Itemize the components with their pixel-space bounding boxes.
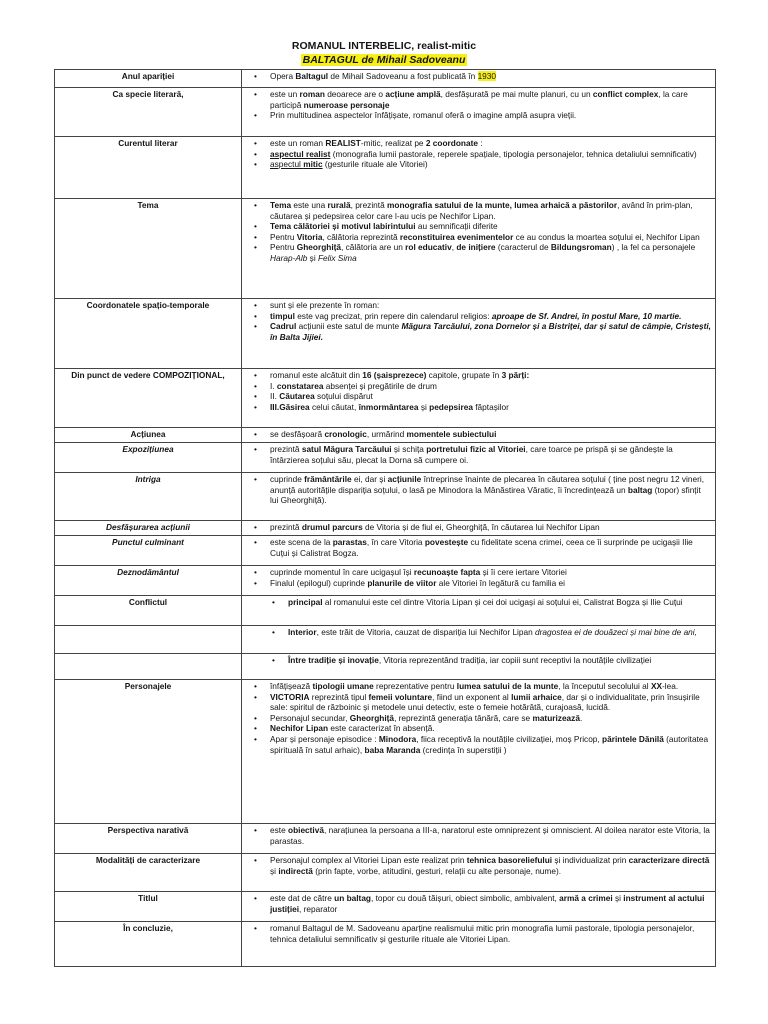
table-row	[55, 299, 716, 369]
row-content	[242, 892, 716, 922]
bullet-list	[246, 597, 711, 608]
bullet-item: • Personajul secundar, Gheorghiță, reprezintă generația tânără, care se maturizează.	[258, 713, 711, 724]
row-content	[242, 854, 716, 892]
row-label: Punctul culminant	[55, 536, 242, 566]
bullet-list	[246, 444, 711, 465]
summary-table-body	[55, 70, 716, 967]
bullet-item: • este un roman REALIST-mitic, realizat pe 2 coordonate :	[258, 138, 711, 149]
row-content	[242, 473, 716, 521]
row-label: Titlul	[55, 892, 242, 922]
bullet-list	[246, 627, 711, 638]
bullet-item: • aspectul realist (monografia lumii pastorale, reperele spațiale, tipologia personajelor, tehnica detaliului semnificativ)	[258, 149, 711, 160]
table-row	[55, 626, 716, 654]
bullet-item: • înfățișează tipologii umane reprezentative pentru lumea satului de la munte, la începutul secolului al XX-lea.	[258, 681, 711, 692]
bullet-list	[246, 300, 711, 342]
bullet-item: • Apar și personaje episodice : Minodora, fiica receptivă la noutățile civilizației, moș Pricop, părintele Dănilă (autoritatea spirituală în satul arhaic), baba Maranda (credința în superstiții )	[258, 734, 711, 755]
document-subtitle-text: BALTAGUL de Mihail Sadoveanu	[302, 54, 466, 66]
bullet-item: • Interior, este trăit de Vitoria, cauzat de dispariția lui Nechifor Lipan dragostea ei de douăzeci și mai bine de ani,	[276, 627, 711, 638]
row-label: Conflictul	[55, 596, 242, 626]
bullet-item: • III.Găsirea celui căutat, înmormântarea și pedepsirea făptașilor	[258, 402, 711, 413]
bullet-list	[246, 200, 711, 264]
row-content	[242, 521, 716, 536]
bullet-item: • prezintă satul Măgura Tarcăului și schița portretului fizic al Vitoriei, care toarce pe prispă și se gândește la întârzierea soțului său, plecat la Dorna să cumpere oi.	[258, 444, 711, 465]
row-label: Intriga	[55, 473, 242, 521]
row-content	[242, 299, 716, 369]
bullet-item: • romanul Baltagul de M. Sadoveanu aparține realismului mitic prin monografia lumii pastorale, tipologia personajelor, tehnica detaliului semnificativ și gesturile rituale ale Vitoriei Lipan.	[258, 923, 711, 944]
row-label: Modalități de caracterizare	[55, 854, 242, 892]
row-content	[242, 654, 716, 680]
table-row	[55, 566, 716, 596]
bullet-list	[246, 655, 711, 666]
bullet-item: • este dat de către un baltag, topor cu două tăișuri, obiect simbolic, ambivalent, armă a crimei și instrument al actului justiției, reparator	[258, 893, 711, 914]
bullet-item: • Nechifor Lipan este caracterizat în absență.	[258, 723, 711, 734]
bullet-item: • romanul este alcătuit din 16 (șaisprezece) capitole, grupate în 3 părți:	[258, 370, 711, 381]
bullet-item: • se desfășoară cronologic, urmărind momentele subiectului	[258, 429, 711, 440]
row-content	[242, 199, 716, 299]
bullet-item: • Pentru Gheorghiță, călătoria are un rol educativ, de inițiere (caracterul de Bildungsroman) , la fel ca personajele Harap-Alb și Felix Sima	[258, 242, 711, 263]
document-title: ROMANUL INTERBELIC, realist-mitic	[291, 40, 477, 52]
table-row	[55, 88, 716, 137]
row-content	[242, 137, 716, 199]
row-content	[242, 536, 716, 566]
bullet-item: • I. constatarea absenței și pregătirile de drum	[258, 381, 711, 392]
bullet-list	[246, 681, 711, 755]
row-label: Coordonatele spațio-temporale	[55, 299, 242, 369]
summary-table	[54, 69, 716, 967]
bullet-item: • cuprinde frământările ei, dar și acțiunile întreprinse înainte de plecarea în căutarea soțului ( ține post negru 12 vineri, anunță autoritățile dispariția soțului, o lasă pe Minodora la Mânăstirea Văratic, îi încredințează un baltag (topor) sfințit lui Gheorghiță).	[258, 474, 711, 506]
bullet-list	[246, 855, 711, 876]
bullet-list	[246, 567, 711, 588]
bullet-item: • este scena de la parastas, în care Vitoria povestește cu fidelitate scena crimei, ceea ce îi surprinde pe ucigașii Ilie Cuțui și Calistrat Bogza.	[258, 537, 711, 558]
row-content	[242, 626, 716, 654]
row-content	[242, 566, 716, 596]
row-label: Anul apariției	[55, 70, 242, 88]
row-label: Expozițiunea	[55, 443, 242, 473]
table-row	[55, 521, 716, 536]
bullet-item: • Tema călătoriei și motivul labirintului au semnificații diferite	[258, 221, 711, 232]
row-label: Deznodământul	[55, 566, 242, 596]
bullet-list	[246, 537, 711, 558]
table-row	[55, 596, 716, 626]
row-label: Acțiunea	[55, 428, 242, 443]
bullet-item: • Finalul (epilogul) cuprinde planurile de viitor ale Vitoriei în legătură cu familia ei	[258, 578, 711, 589]
table-row	[55, 824, 716, 854]
table-row	[55, 199, 716, 299]
row-label: Perspectiva narativă	[55, 824, 242, 854]
row-content	[242, 443, 716, 473]
row-label: Personajele	[55, 680, 242, 824]
bullet-item: • aspectul mitic (gesturile rituale ale Vitoriei)	[258, 159, 711, 170]
bullet-list	[246, 474, 711, 506]
table-row	[55, 536, 716, 566]
bullet-item: • este obiectivă, narațiunea la persoana a III-a, naratorul este omniprezent și omniscient. Al doilea narator este Vitoria, la parastas.	[258, 825, 711, 846]
bullet-item: • Personajul complex al Vitoriei Lipan este realizat prin tehnica basoreliefului și individualizat prin caracterizare directă și indirectă (prin fapte, vorbe, atitudini, gesturi, relații cu alte personaje, nume).	[258, 855, 711, 876]
table-row	[55, 473, 716, 521]
table-row	[55, 443, 716, 473]
row-content	[242, 70, 716, 88]
bullet-item: • Între tradiție și inovație, Vitoria reprezentând tradiția, iar copiii sunt receptivi la noutățile civilizației	[276, 655, 711, 666]
row-content	[242, 824, 716, 854]
bullet-list	[246, 923, 711, 944]
row-label: În concluzie,	[55, 922, 242, 967]
bullet-list	[246, 522, 711, 533]
row-content	[242, 922, 716, 967]
bullet-item: • principal al romanului este cel dintre Vitoria Lipan și cei doi ucigași ai soțului ei, Calistrat Bogza și Ilie Cuțui	[276, 597, 711, 608]
table-row	[55, 428, 716, 443]
table-row	[55, 892, 716, 922]
row-content	[242, 680, 716, 824]
row-label	[55, 654, 242, 680]
bullet-list	[246, 825, 711, 846]
row-label: Curentul literar	[55, 137, 242, 199]
bullet-list	[246, 89, 711, 121]
table-row	[55, 369, 716, 428]
bullet-item: • Cadrul acțiunii este satul de munte Măgura Tarcăului, zona Dornelor și a Bistriței, dar și satul de câmpie, Cristești, în Balta Jijiei.	[258, 321, 711, 342]
bullet-item: • Tema este una rurală, prezintă monografia satului de la munte, lumea arhaică a păstorilor, având în prim-plan, căutarea și pedepsirea celor care l-au ucis pe Nechifor Lipan.	[258, 200, 711, 221]
table-row	[55, 922, 716, 967]
bullet-item: • Prin multitudinea aspectelor înfățișate, romanul oferă o imagine amplă asupra vieții.	[258, 110, 711, 121]
bullet-list	[246, 138, 711, 170]
table-row	[55, 70, 716, 88]
bullet-item: • II. Căutarea soțului dispărut	[258, 391, 711, 402]
row-label: Ca specie literară,	[55, 88, 242, 137]
row-content	[242, 88, 716, 137]
bullet-list	[246, 893, 711, 914]
row-label: Din punct de vedere COMPOZIȚIONAL,	[55, 369, 242, 428]
row-content	[242, 596, 716, 626]
table-row	[55, 854, 716, 892]
bullet-list	[246, 71, 711, 82]
row-content	[242, 428, 716, 443]
row-label	[55, 626, 242, 654]
bullet-list	[246, 429, 711, 440]
document-subtitle	[0, 54, 768, 67]
row-label: Desfășurarea acțiunii	[55, 521, 242, 536]
bullet-item: • sunt și ele prezente în roman:	[258, 300, 711, 311]
row-content	[242, 369, 716, 428]
row-label: Tema	[55, 199, 242, 299]
bullet-item: • VICTORIA reprezintă tipul femeii voluntare, fiind un exponent al lumii arhaice, dar și o individualitate, prin însușirile sale: spiritul de războinic și metodele unui detectiv, este o femeie hotărâtă, curajoasă, lucidă.	[258, 692, 711, 713]
bullet-item: • timpul este vag precizat, prin repere din calendarul religios: aproape de Sf. Andrei, în postul Mare, 10 martie.	[258, 311, 711, 322]
bullet-item: • cuprinde momentul în care ucigașul își recunoaște fapta și îi cere iertare Vitoriei	[258, 567, 711, 578]
bullet-item: • Opera Baltagul de Mihail Sadoveanu a fost publicată în 1930	[258, 71, 711, 82]
bullet-item: • prezintă drumul parcurs de Vitoria și de fiul ei, Gheorghiță, în căutarea lui Nechifor Lipan	[258, 522, 711, 533]
bullet-list	[246, 370, 711, 412]
bullet-item: • este un roman deoarece are o acțiune amplă, desfășurată pe mai multe planuri, cu un conflict complex, la care participă numeroase personaje	[258, 89, 711, 110]
table-row	[55, 654, 716, 680]
table-row	[55, 137, 716, 199]
table-row	[55, 680, 716, 824]
bullet-item: • Pentru Vitoria, călătoria reprezintă reconstituirea evenimentelor ce au condus la moartea soțului ei, Nechifor Lipan	[258, 232, 711, 243]
